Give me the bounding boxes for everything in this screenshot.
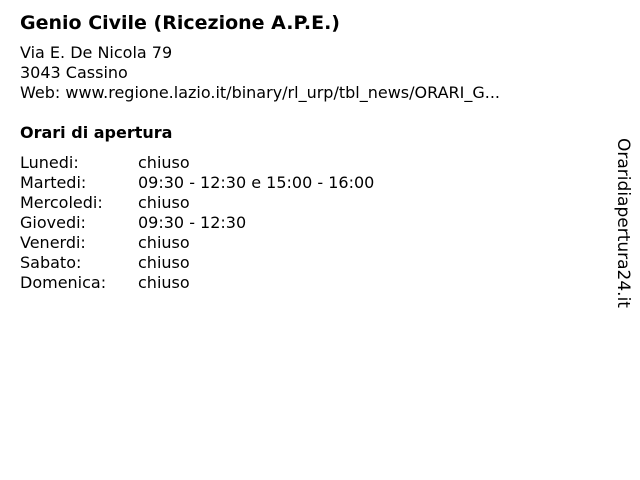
hours-value: chiuso bbox=[138, 273, 190, 292]
business-card bbox=[20, 10, 600, 293]
hours-table bbox=[20, 153, 600, 293]
city-line: 3043 Cassino bbox=[20, 63, 128, 82]
day-label: Venerdi: bbox=[20, 233, 86, 252]
day-label: Domenica: bbox=[20, 273, 107, 292]
website-label: Web: bbox=[20, 83, 66, 102]
hours-heading: Orari di apertura bbox=[20, 123, 173, 142]
website-row bbox=[20, 83, 600, 103]
brand-text: Oraridiapertura24.it bbox=[613, 138, 634, 308]
hours-value: chiuso bbox=[138, 153, 190, 172]
hours-value: chiuso bbox=[138, 193, 190, 212]
brand-watermark bbox=[611, 138, 635, 308]
hours-row-lunedi bbox=[20, 153, 600, 173]
website-link[interactable]: www.regione.lazio.it/binary/rl_urp/tbl_news/ORARI_G... bbox=[65, 83, 501, 102]
day-label: Martedi: bbox=[20, 173, 87, 192]
business-name: Genio Civile (Ricezione A.P.E.) bbox=[20, 12, 340, 34]
hours-row-sabato bbox=[20, 253, 600, 273]
hours-row-domenica bbox=[20, 273, 600, 293]
hours-row-martedi bbox=[20, 173, 600, 193]
street-address: Via E. De Nicola 79 bbox=[20, 43, 173, 62]
day-label: Lunedi: bbox=[20, 153, 79, 172]
hours-row-giovedi bbox=[20, 213, 600, 233]
hours-value: chiuso bbox=[138, 233, 190, 252]
hours-row-venerdi bbox=[20, 233, 600, 253]
day-label: Mercoledi: bbox=[20, 193, 103, 212]
hours-value: chiuso bbox=[138, 253, 190, 272]
hours-row-mercoledi bbox=[20, 193, 600, 213]
hours-value: 09:30 - 12:30 bbox=[138, 213, 247, 232]
hours-value: 09:30 - 12:30 e 15:00 - 16:00 bbox=[138, 173, 375, 192]
day-label: Sabato: bbox=[20, 253, 82, 272]
day-label: Giovedi: bbox=[20, 213, 86, 232]
